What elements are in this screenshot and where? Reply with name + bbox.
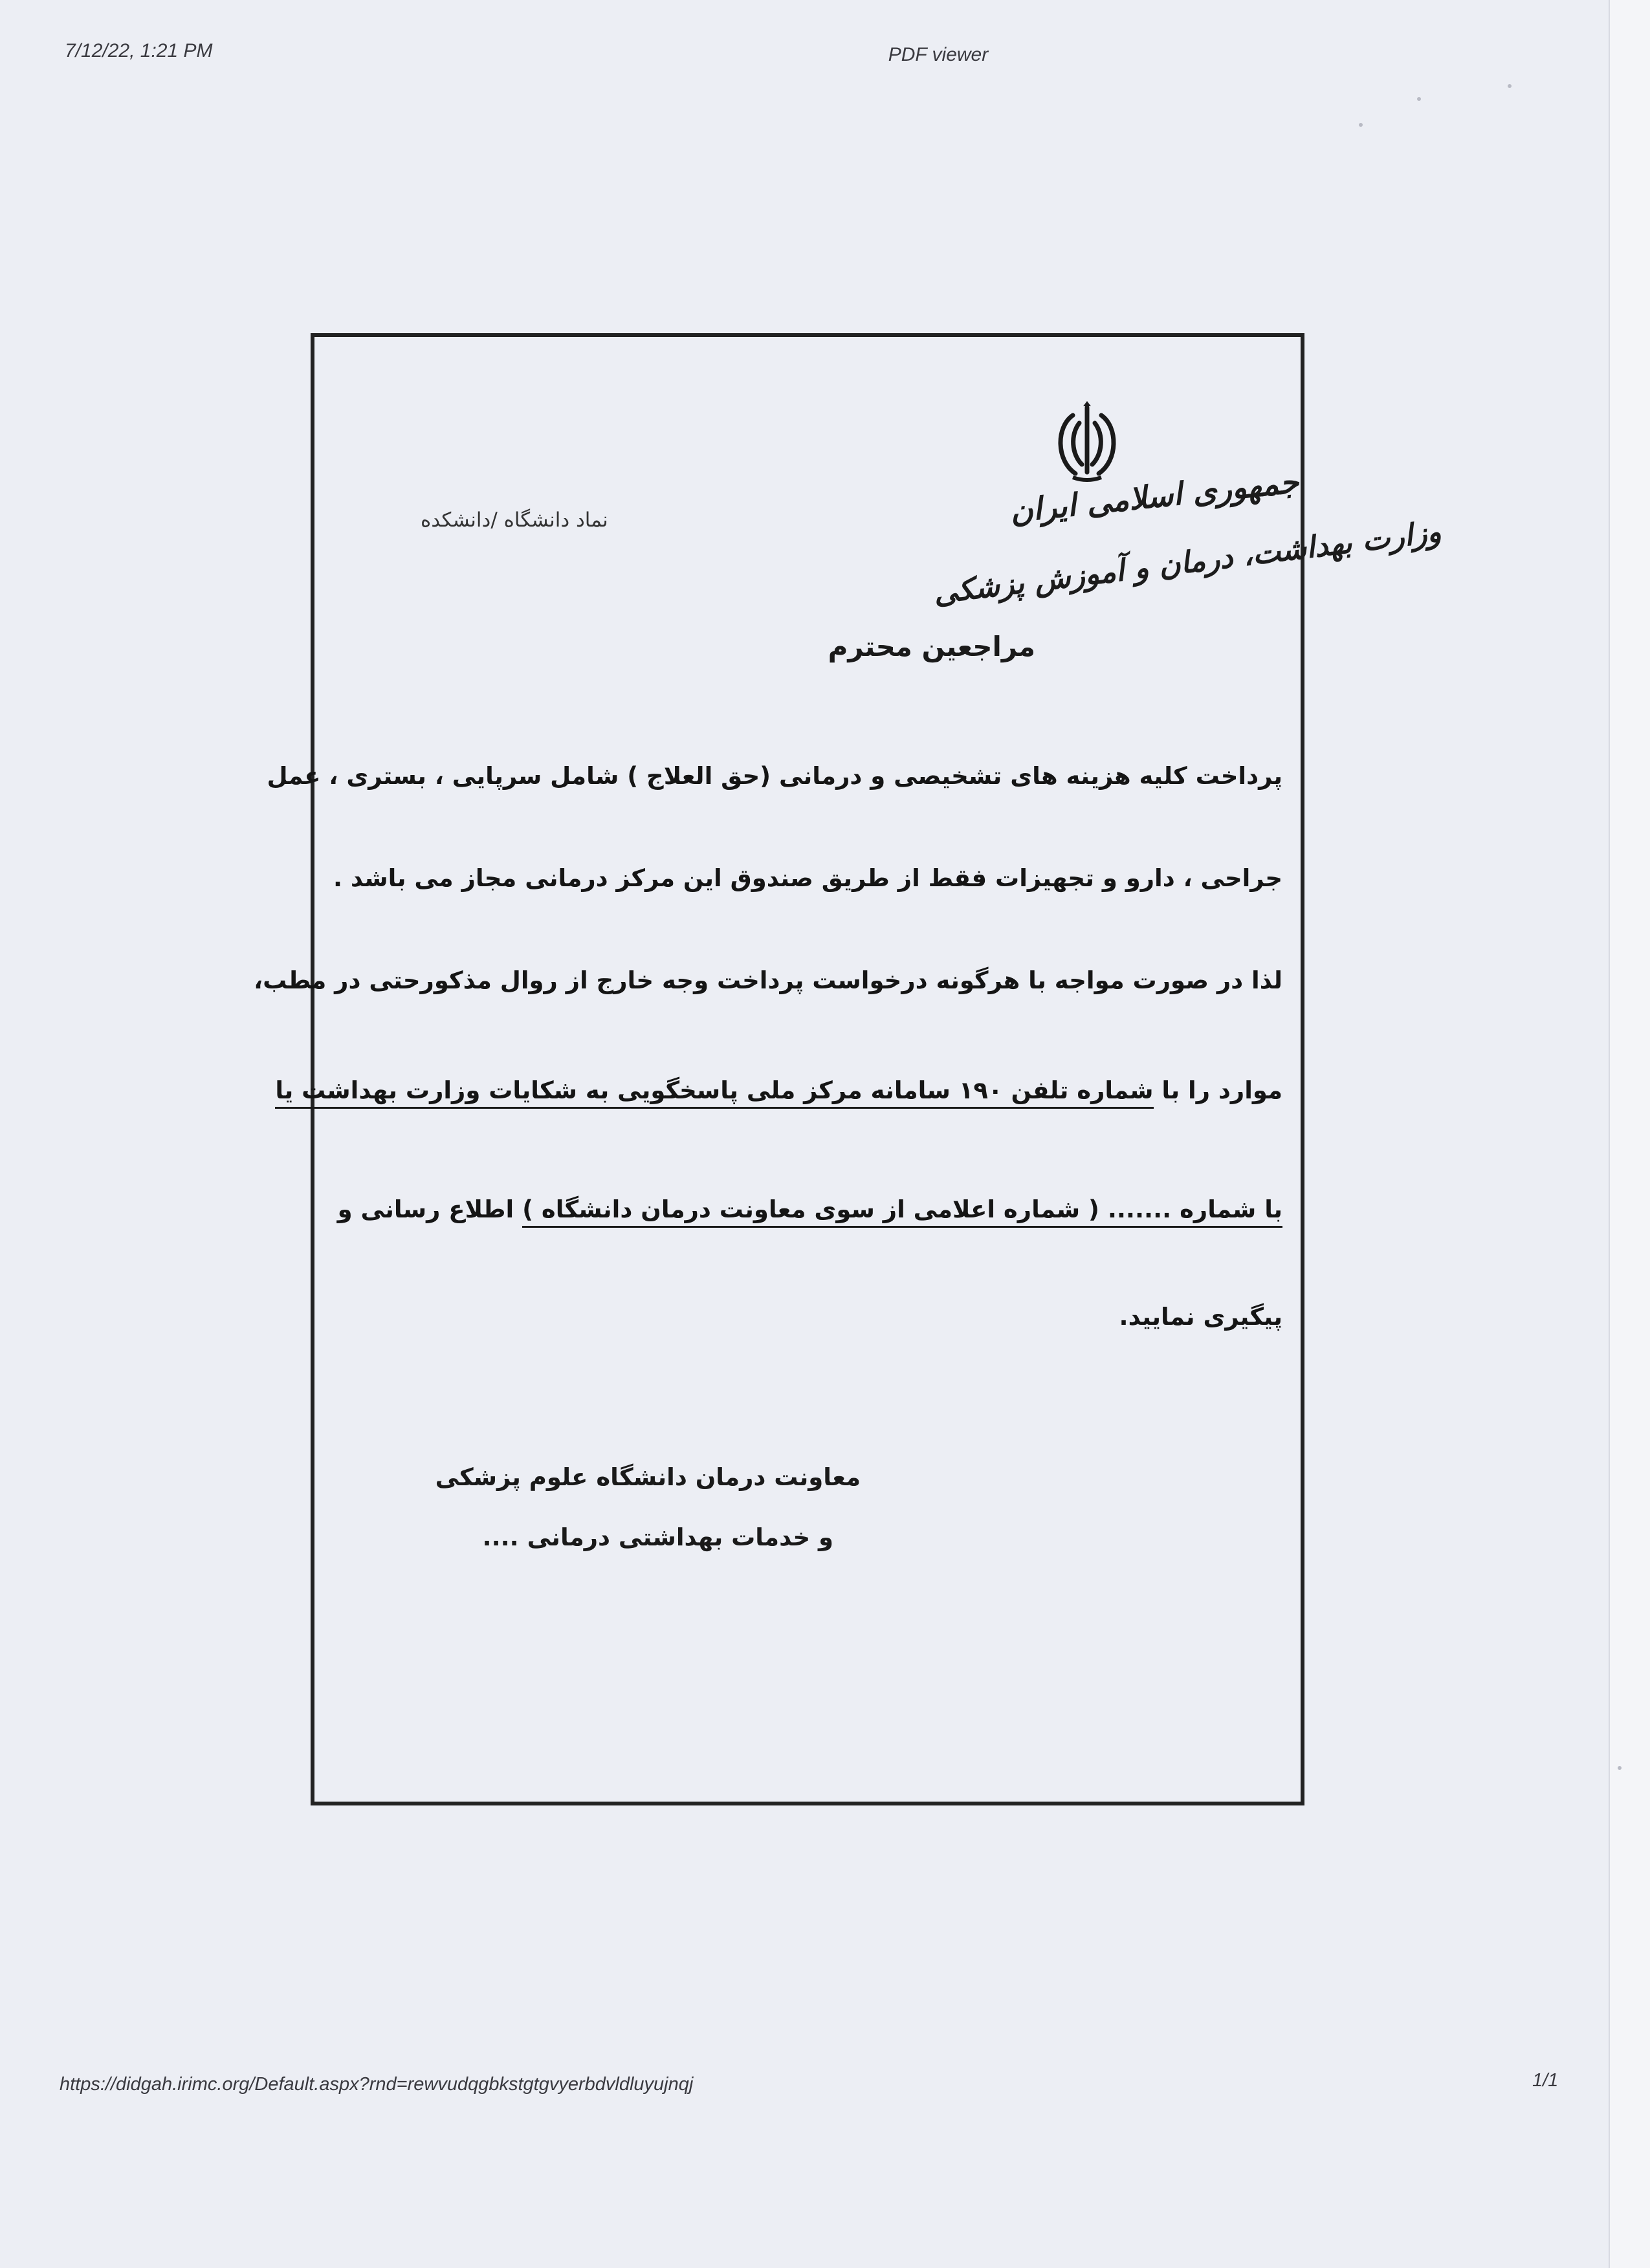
viewer-title: PDF viewer [888, 44, 989, 65]
ministry-line1: جمهوری اسلامی ایران [1008, 463, 1301, 530]
scan-edge [1609, 0, 1650, 2268]
signature-line-1: معاونت درمان دانشگاه علوم پزشکی [435, 1463, 861, 1491]
body-line-4 [275, 1076, 1282, 1104]
body-line-4-text: موارد را با [1153, 1076, 1282, 1104]
university-logo-placeholder: نماد دانشگاه /دانشکده [421, 508, 608, 532]
body-line-6: پیگیری نمایید. [1119, 1303, 1282, 1331]
body-line-2: جراحی ، دارو و تجهیزات فقط از طریق صندوق این مرکز درمانی مجاز می باشد . [333, 864, 1282, 892]
scan-speck [1508, 84, 1512, 88]
iran-emblem-icon [1047, 401, 1127, 485]
scan-speck [1618, 1766, 1622, 1770]
print-date: 7/12/22, 1:21 PM [65, 40, 213, 61]
body-line-5-text: اطلاع رسانی و [337, 1195, 523, 1223]
signature-line-2: و خدمات بهداشتی درمانی .... [482, 1523, 833, 1551]
body-line-3: لذا در صورت مواجه با هرگونه درخواست پرداخت وجه خارج از روال مذکورحتی در مطب، [254, 966, 1282, 994]
body-line-1: پرداخت کلیه هزینه های تشخیصی و درمانی (حق العلاج ) شامل سرپایی ، بستری ، عمل [267, 762, 1282, 790]
footer-url: https://didgah.irimc.org/Default.aspx?rnd=rewvudqgbkstgtgvyerbdvldluyujnqj [60, 2074, 694, 2095]
page-count: 1/1 [1532, 2070, 1559, 2091]
university-number-text: با شماره ....... ( شماره اعلامی از سوی معاونت درمان دانشگاه ) [522, 1195, 1282, 1228]
notice-title: مراجعین محترم [828, 631, 1035, 662]
ministry-line2: وزارت بهداشت، درمان و آموزش پزشکی [931, 514, 1444, 611]
body-line-5 [338, 1195, 1282, 1223]
scan-speck [1417, 97, 1421, 101]
scan-speck [1359, 123, 1363, 127]
hotline-190-text: شماره تلفن ۱۹۰ سامانه مرکز ملی پاسخگویی به شکایات وزارت بهداشت یا [275, 1076, 1153, 1109]
